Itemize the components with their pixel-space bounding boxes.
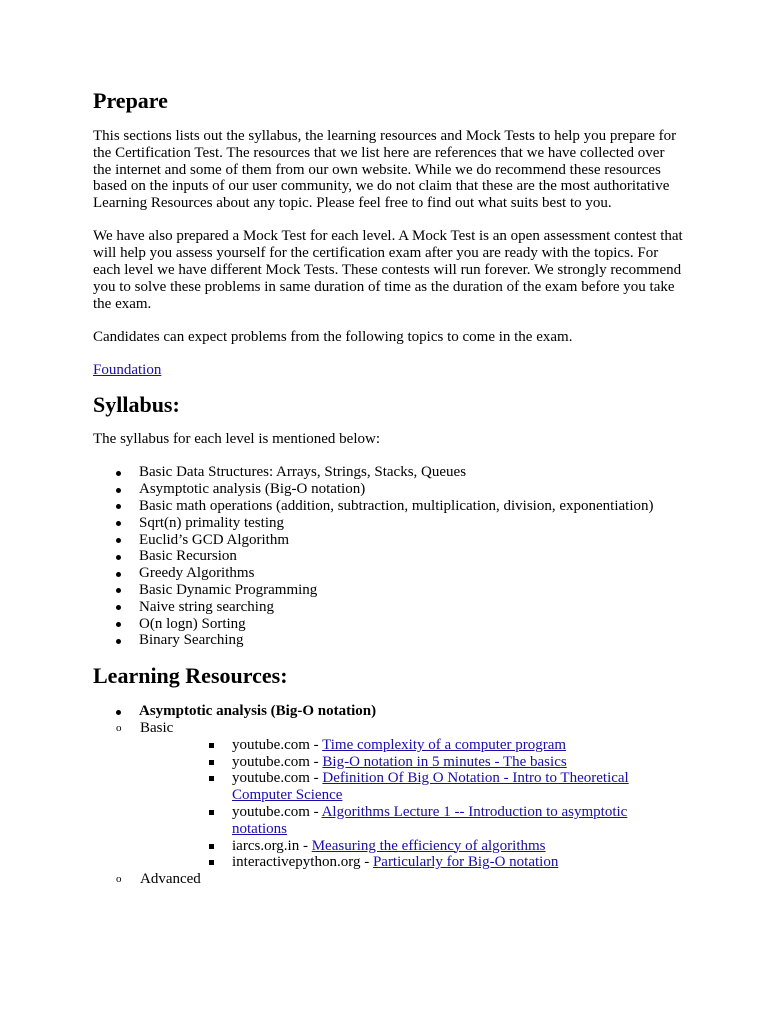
syllabus-item: Binary Searching — [93, 632, 683, 649]
resource-link[interactable]: Time complexity of a computer program — [322, 736, 567, 753]
learning-resources-heading: Learning Resources: — [93, 663, 288, 689]
square-bullet-icon — [209, 860, 214, 865]
syllabus-heading: Syllabus: — [93, 392, 180, 418]
prepare-intro-paragraph: This sections lists out the syllabus, the learning resources and Mock Tests to help you prepare for the Certification Test. The resources that we list here are references that we have collected over the internet and some of them from our own website. While we do recommend these resources based on the inputs of our user community, we do not claim that these are the most authoritative Learning Resources about any topic. Please feel free to find out what suits best to you. — [93, 128, 677, 212]
foundation-link[interactable]: Foundation — [93, 362, 162, 379]
resource-link[interactable]: Big-O notation in 5 minutes - The basics — [322, 753, 567, 770]
topic-item — [93, 703, 683, 888]
level-label: Basic — [140, 719, 174, 736]
circle-bullet-icon: o — [116, 873, 122, 886]
syllabus-item: Basic Dynamic Programming — [93, 582, 683, 599]
resource-site: youtube.com - — [232, 753, 323, 770]
resource-site: iarcs.org.in - — [232, 837, 312, 854]
syllabus-item: O(n logn) Sorting — [93, 616, 683, 633]
square-bullet-icon — [209, 776, 214, 781]
document-page — [93, 88, 683, 888]
candidates-paragraph: Candidates can expect problems from the following topics to come in the exam. — [93, 328, 573, 345]
learning-resources-list — [93, 703, 683, 888]
syllabus-item: Basic Recursion — [93, 548, 683, 565]
prepare-heading: Prepare — [93, 88, 168, 113]
resource-item — [209, 737, 683, 754]
syllabus-list — [93, 464, 683, 649]
syllabus-item: Sqrt(n) primality testing — [93, 515, 683, 532]
resource-item — [209, 854, 683, 871]
level-item-basic — [93, 720, 683, 871]
square-bullet-icon — [209, 810, 214, 815]
resource-site: youtube.com - — [232, 736, 323, 753]
syllabus-item: Basic math operations (addition, subtraction, multiplication, division, exponentiation) — [93, 498, 683, 515]
square-bullet-icon — [209, 743, 214, 748]
resource-link[interactable]: Algorithms Lecture 1 -- Introduction to asymptotic notations — [232, 803, 628, 837]
syllabus-item: Naive string searching — [93, 599, 683, 616]
syllabus-item: Greedy Algorithms — [93, 565, 683, 582]
topic-title: Asymptotic analysis (Big-O notation) — [139, 703, 377, 720]
syllabus-item: Asymptotic analysis (Big-O notation) — [93, 481, 683, 498]
resource-item — [209, 754, 683, 771]
level-label: Advanced — [140, 871, 201, 888]
mock-test-paragraph: We have also prepared a Mock Test for each level. A Mock Test is an open assessment contest that will help you assess yourself for the certification exam after you are ready with the topics. For each level we have different Mock Tests. These contests will run forever. We strongly recommend you to solve these problems in same duration of time as the duration of the exam before you take the exam. — [93, 228, 683, 312]
foundation-line — [93, 362, 683, 379]
resource-item — [209, 804, 683, 838]
resource-link[interactable]: Definition Of Big O Notation - Intro to Theoretical Computer Science — [232, 770, 629, 804]
syllabus-item: Euclid’s GCD Algorithm — [93, 532, 683, 549]
resource-link[interactable]: Measuring the efficiency of algorithms — [311, 837, 546, 854]
square-bullet-icon — [209, 760, 214, 765]
resource-list — [209, 737, 683, 871]
circle-bullet-icon: o — [116, 721, 122, 734]
syllabus-item: Basic Data Structures: Arrays, Strings, Stacks, Queues — [93, 464, 683, 481]
syllabus-intro: The syllabus for each level is mentioned below: — [93, 431, 380, 448]
resource-item — [209, 770, 683, 804]
resource-site: youtube.com - — [232, 803, 322, 820]
resource-link[interactable]: Particularly for Big-O notation — [372, 854, 559, 871]
resource-site: interactivepython.org - — [232, 854, 373, 871]
level-item-advanced — [93, 871, 683, 888]
level-list — [93, 720, 683, 888]
resource-site: youtube.com - — [232, 770, 323, 787]
resource-item — [209, 838, 683, 855]
square-bullet-icon — [209, 844, 214, 849]
